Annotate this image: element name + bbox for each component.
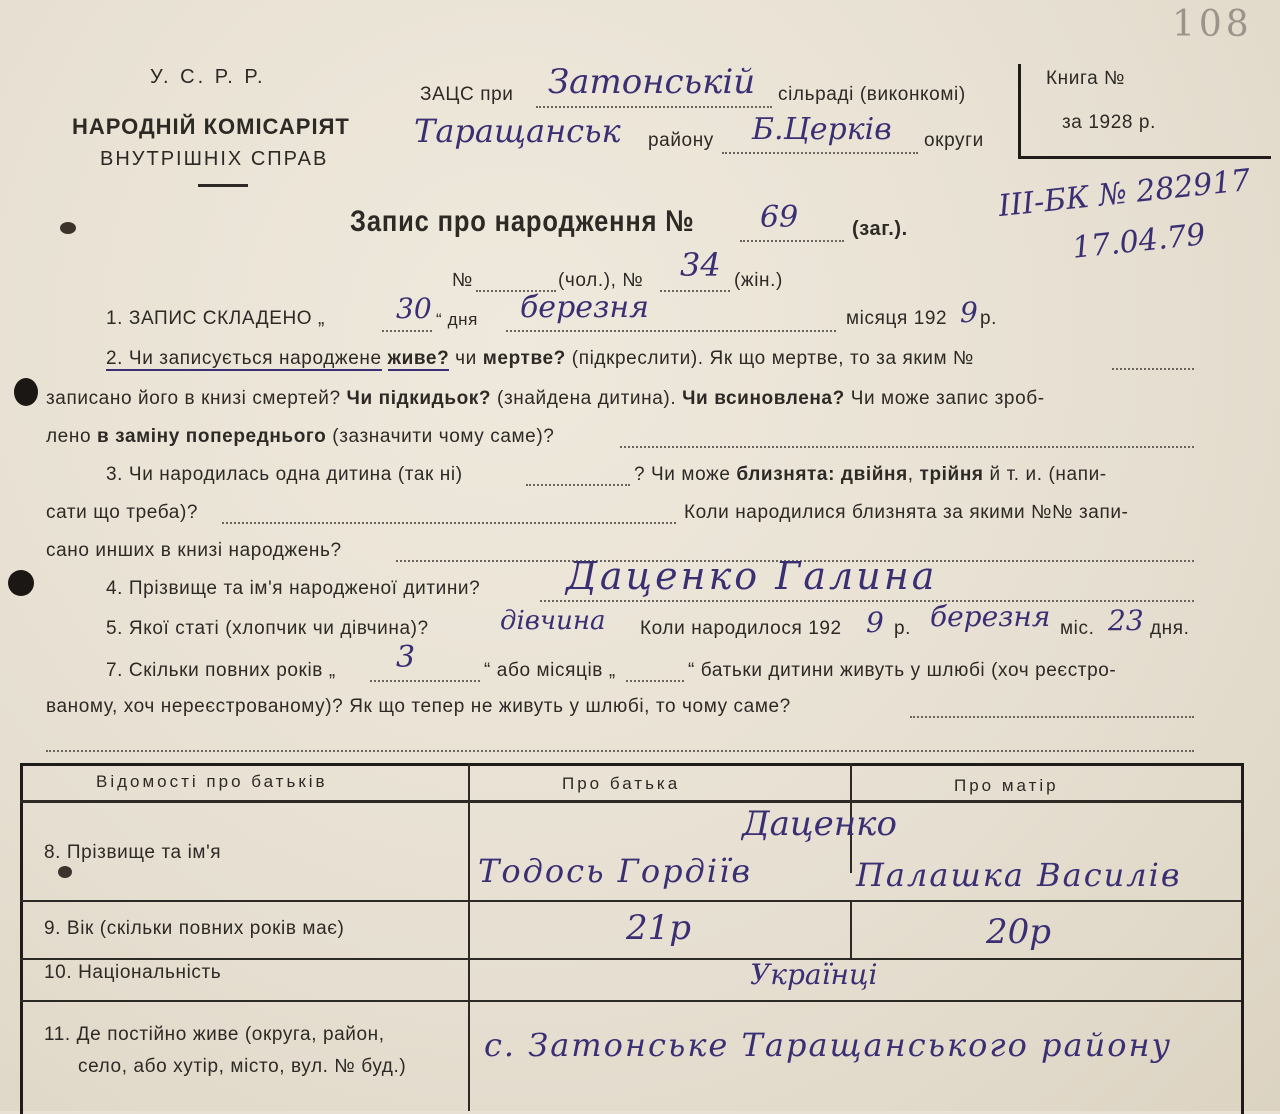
q3-line3-a: сано инших в книзі народжень? bbox=[46, 540, 342, 561]
table-divider bbox=[850, 900, 852, 960]
q3-line1-a: 3. Чи народилась одна дитина (так ні) bbox=[106, 464, 463, 485]
q1-end: р. bbox=[980, 308, 998, 329]
table-header-mother: Про матір bbox=[954, 776, 1059, 795]
q7-label-a: 7. Скільки повних років „ bbox=[106, 660, 336, 681]
table-header-line bbox=[20, 800, 1241, 803]
q2-line1: 2. Чи записується народжене bbox=[106, 348, 382, 369]
document-paper: 108 У. С. Р. Р. НАРОДНІЙ КОМІСАРІЯТ ВНУТРІШНІХ СПРАВ ЗАЦС при Затонській сільраді (виконкомі) Таращанськ району Б.Церків округи Книга № за 1928 р. III-БК № 282917 17.04.79 Запис про народження № 69 (заг.). № (чол.), № 34 (жін.) 1. ЗАПИС СКЛАДЕНО „ 30 “ дня березня місяця 192 9 р. 2. Чи записується народжене живе? чи мертве? (підкреслити). Як що мертве, то за яким № записано його в книзі смертей? Чи підкидьок? (знайдена дитина). Чи всиновлена? Чи може запис зроб- лено в заміну попереднього (зазначити чому саме)? 3. Чи народилась одна дитина (так ні) ? Чи може близнята: двійня, трійня й т. и. (напи- сати що треба)? Коли народилися близнята за якими №№ запи- сано инших в книзі народжень? 4. Прізвище та ім'я народженої дитини? Даценко Галина 5. Якої статі (хлопчик чи дівчина)? дівчина Коли народилося 192 9 р. березня міс. 23 дня. 7. Скільки повних років „ 3 “ або місяців „ “ батьки дитини живуть у шлюбі (хоч реєстро- ваному, хоч нереєстрованому)? Як що тепер не живуть у шлюбі, то чому саме? Відомості про батьків Про батька Про матір 8. Прізвище та ім'я Даценко Тодось Гордіїв Палашка Василів 9. Вік (скільки повних років має) 21р 20р 10. Національність Українці 11. Де постійно живе (округа, район, село, або хутір, місто, вул. № буд.) с. Затонське Таращанського району bbox=[0, 0, 1280, 1111]
q5-r: р. bbox=[894, 618, 912, 639]
row-residence-label-1: 11. Де постійно живе (округа, район, bbox=[44, 1024, 385, 1045]
subnum-label: № bbox=[452, 270, 473, 291]
punch-hole bbox=[14, 378, 38, 406]
header-divider bbox=[198, 184, 248, 187]
table-row-line bbox=[20, 1000, 1241, 1002]
q5-label: 5. Якої статі (хлопчик чи дівчина)? bbox=[106, 618, 429, 639]
birth-day: 23 bbox=[1108, 604, 1144, 637]
okruha-suffix: округи bbox=[924, 130, 984, 151]
district-suffix: району bbox=[648, 130, 714, 151]
q5-dnya: дня. bbox=[1150, 618, 1190, 639]
record-number: 69 bbox=[760, 200, 799, 235]
village-suffix: сільраді (виконкомі) bbox=[778, 84, 966, 105]
mother-age: 20р bbox=[986, 912, 1052, 952]
title-suffix: (заг.). bbox=[852, 218, 908, 240]
okruha-name: Б.Церків bbox=[752, 112, 892, 147]
row-name-label: 8. Прізвище та ім'я bbox=[44, 842, 222, 863]
q1-month: березня bbox=[520, 290, 650, 325]
org-line-2: НАРОДНІЙ КОМІСАРІЯТ bbox=[72, 114, 350, 139]
subnum-chol: (чол.), № bbox=[558, 270, 644, 291]
q2-line2-b: (знайдена дитина). bbox=[497, 388, 677, 409]
page-title: Запис про народження № bbox=[350, 205, 695, 238]
q3-double: двійня bbox=[840, 464, 908, 485]
child-sex: дівчина bbox=[500, 606, 606, 636]
q3-triple: трійня bbox=[919, 464, 984, 485]
q1-label: 1. ЗАПИС СКЛАДЕНО „ bbox=[106, 308, 325, 329]
q7-line2: ваному, хоч нереєстрованому)? Як що тепер не живуть у шлюбі, то чому саме? bbox=[46, 696, 791, 717]
table-row-line bbox=[20, 900, 1241, 902]
q1-year: 9 bbox=[960, 296, 978, 329]
table-header-father: Про батька bbox=[562, 774, 681, 793]
q2-line2-a: записано його в книзі смертей? bbox=[46, 388, 341, 409]
q1-day-word: “ дня bbox=[436, 310, 478, 329]
org-line-1: У. С. Р. Р. bbox=[150, 66, 266, 88]
father-name: Тодось Гордіїв bbox=[478, 852, 752, 890]
village-name: Затонській bbox=[548, 62, 756, 102]
birth-month: березня bbox=[930, 600, 1051, 633]
q4-label: 4. Прізвище та ім'я народженої дитини? bbox=[106, 578, 481, 599]
zags-prefix: ЗАЦС при bbox=[420, 84, 514, 105]
residence: с. Затонське Таращанського району bbox=[484, 1026, 1173, 1064]
book-label: Книга № bbox=[1046, 68, 1126, 89]
q3-twins: близнята: bbox=[736, 464, 836, 485]
nationality: Українці bbox=[750, 958, 878, 991]
q3-line1-c: й т. и. (напи- bbox=[989, 464, 1107, 485]
female-number: 34 bbox=[680, 246, 721, 284]
row-residence-label-2: село, або хутір, місто, вул. № буд.) bbox=[78, 1056, 407, 1077]
table-row-line bbox=[20, 958, 1241, 960]
parents-surname: Даценко bbox=[742, 804, 897, 844]
q2-line3-a: лено bbox=[46, 426, 92, 447]
q2-or: чи bbox=[455, 348, 477, 369]
q3-line2-b: Коли народилися близнята за якими №№ запи- bbox=[684, 502, 1129, 523]
district-name: Таращанськ bbox=[414, 112, 621, 150]
q2-adopted: Чи всиновлена? bbox=[682, 388, 845, 409]
q1-day: 30 bbox=[396, 292, 432, 325]
q5-born-label: Коли народилося 192 bbox=[640, 618, 842, 639]
q2-alive: живе? bbox=[387, 348, 450, 369]
row-nationality-label: 10. Національність bbox=[44, 962, 222, 983]
table-divider bbox=[468, 763, 470, 1111]
q1-month-word: місяця 192 bbox=[846, 308, 948, 329]
q5-mis: міс. bbox=[1060, 618, 1095, 639]
q7-label-b: “ або місяців „ bbox=[484, 660, 616, 681]
book-year: за 1928 р. bbox=[1062, 112, 1156, 133]
archive-date: 17.04.79 bbox=[1070, 217, 1208, 266]
q2-foundling: Чи підкидьок? bbox=[346, 388, 492, 409]
marriage-years: 3 bbox=[396, 640, 416, 675]
org-line-3: ВНУТРІШНІХ СПРАВ bbox=[100, 148, 329, 170]
child-name: Даценко Галина bbox=[566, 554, 938, 598]
table-header-info: Відомості про батьків bbox=[96, 772, 328, 791]
mother-name: Палашка Василів bbox=[856, 856, 1182, 894]
q3-line1-b: ? Чи може bbox=[634, 464, 731, 485]
q2-line2-c: Чи може запис зроб- bbox=[850, 388, 1045, 409]
q2-dead: мертве? bbox=[482, 348, 566, 369]
q2-line1-rest: (підкреслити). Як що мертве, то за яким № bbox=[571, 348, 975, 369]
punch-hole bbox=[60, 222, 76, 234]
subnum-zhin: (жін.) bbox=[734, 270, 783, 291]
row-age-label: 9. Вік (скільки повних років має) bbox=[44, 918, 345, 939]
father-age: 21р bbox=[626, 908, 692, 948]
q7-label-c: “ батьки дитини живуть у шлюбі (хоч реєстро- bbox=[688, 660, 1117, 681]
archive-page-number: 108 bbox=[1172, 4, 1253, 45]
archive-code: III-БК № 282917 bbox=[996, 162, 1253, 225]
punch-hole bbox=[8, 570, 34, 596]
q2-line3-b: (зазначити чому саме)? bbox=[332, 426, 555, 447]
q3-line2-a: сати що треба)? bbox=[46, 502, 199, 523]
birth-year: 9 bbox=[866, 606, 884, 639]
q2-replace: в заміну попереднього bbox=[97, 426, 327, 447]
